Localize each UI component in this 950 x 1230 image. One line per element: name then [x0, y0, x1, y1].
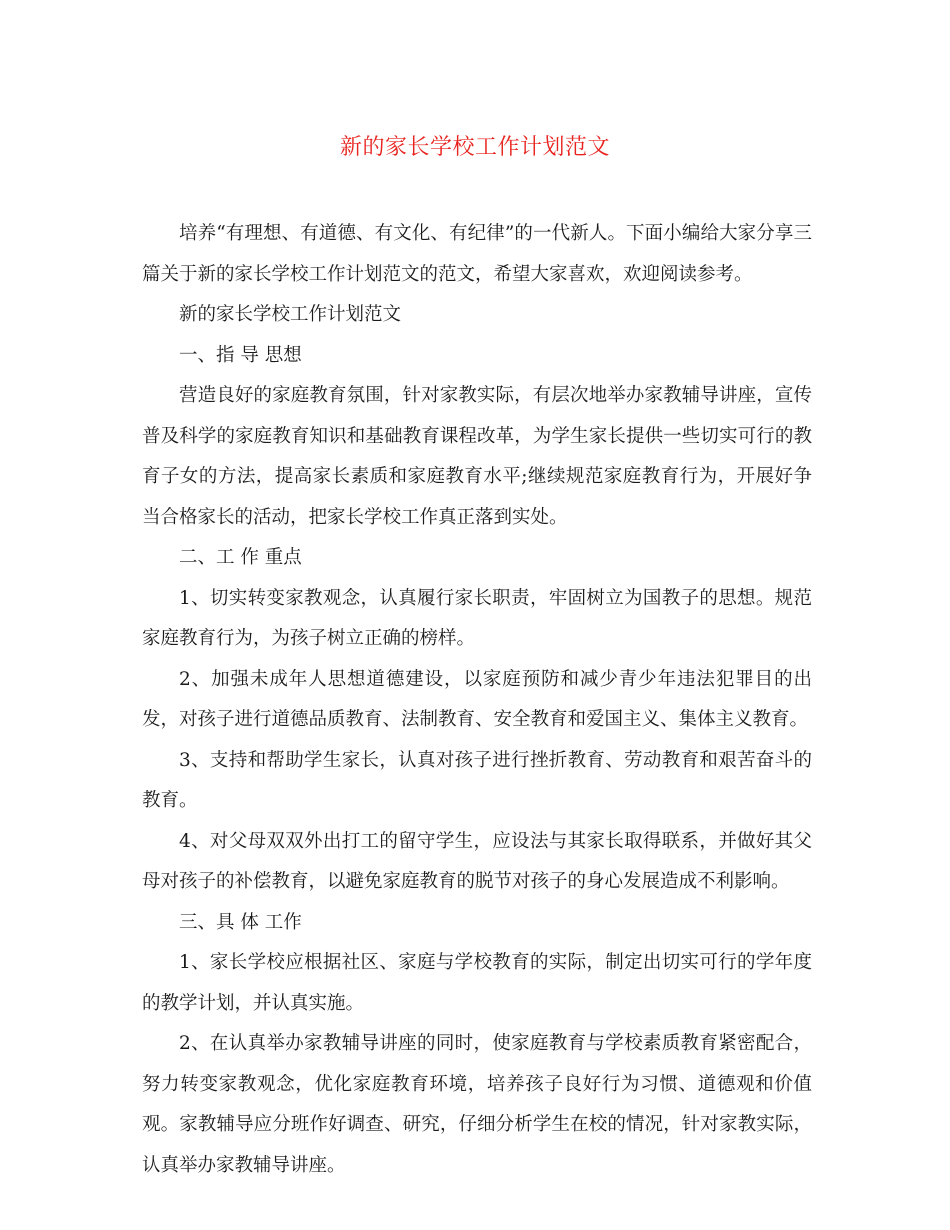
specific-work-item-2: 2、在认真举办家教辅导讲座的同时，使家庭教育与学校素质教育紧密配合，努力转变家教观念，优化家庭教育环境，培养孩子良好行为习惯、道德观和价值观。家教辅导应分班作好调查、研究，仔细分析学生在校的情况，针对家教实际，认真举办家教辅导讲座。: [142, 1033, 812, 1176]
work-focus-item-1: 1、切实转变家教观念，认真履行家长职责，牢固树立为国教子的思想。规范家庭教育行为，为孩子树立正确的榜样。: [142, 587, 812, 649]
work-focus-item-2: 2、加强未成年人思想道德建设，以家庭预防和减少青少年违法犯罪目的出发，对孩子进行道德品质教育、法制教育、安全教育和爱国主义、集体主义教育。: [142, 668, 812, 730]
subtitle-paragraph: 新的家长学校工作计划范文: [179, 304, 402, 325]
section-heading-work-focus: 二、工 作 重点: [179, 547, 302, 568]
guiding-thought-paragraph: 营造良好的家庭教育氛围，针对家教实际，有层次地举办家教辅导讲座，宣传普及科学的家庭教育知识和基础教育课程改革，为学生家长提供一些切实可行的教育子女的方法，提高家长素质和家庭教育水平;继续规范家庭教育行为，开展好争当合格家长的活动，把家长学校工作真正落到实处。: [142, 385, 812, 528]
document-title: 新的家长学校工作计划范文: [339, 135, 610, 160]
work-focus-item-3: 3、支持和帮助学生家长，认真对孩子进行挫折教育、劳动教育和艰苦奋斗的教育。: [142, 749, 812, 811]
specific-work-item-1: 1、家长学校应根据社区、家庭与学校教育的实际，制定出切实可行的学年度的教学计划，并认真实施。: [142, 952, 812, 1014]
intro-paragraph: 培养“有理想、有道德、有文化、有纪律”的一代新人。下面小编给大家分享三篇关于新的家长学校工作计划范文的范文，希望大家喜欢，欢迎阅读参考。: [142, 223, 812, 285]
work-focus-item-4: 4、对父母双双外出打工的留守学生，应设法与其家长取得联系，并做好其父母对孩子的补偿教育，以避免家庭教育的脱节对孩子的身心发展造成不利影响。: [142, 830, 812, 892]
section-heading-specific-work: 三、具 体 工作: [179, 911, 302, 933]
section-heading-guiding-thought: 一、指 导 思想: [179, 344, 302, 366]
document-body: [142, 214, 812, 1186]
